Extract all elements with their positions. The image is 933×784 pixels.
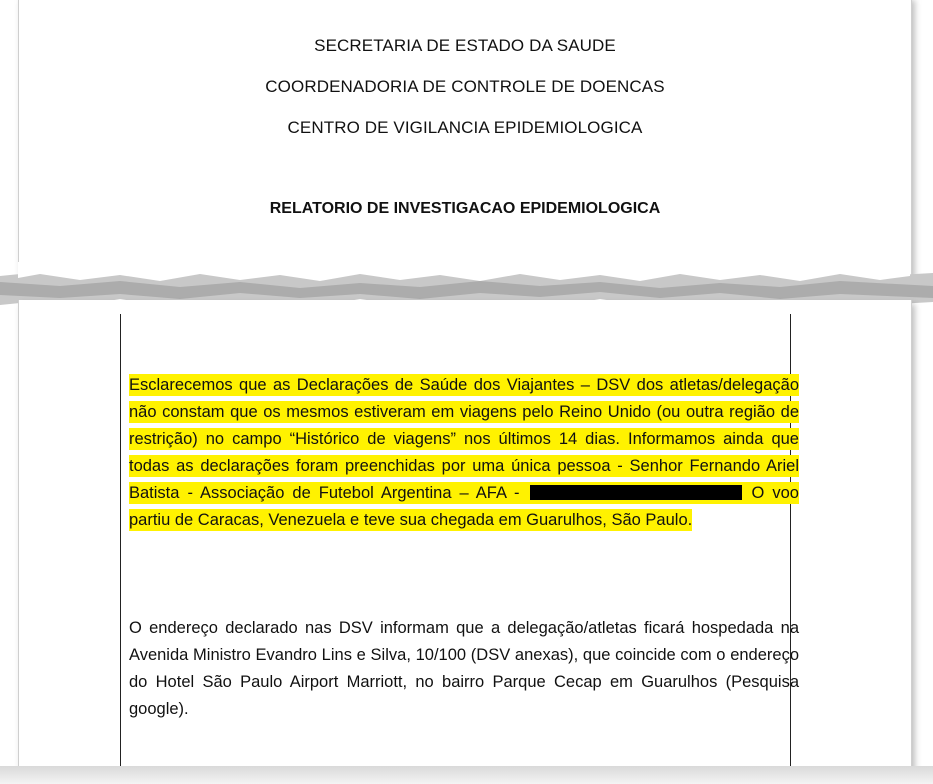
header-secretaria: SECRETARIA DE ESTADO DA SAUDE	[314, 36, 616, 55]
document-page-top	[18, 0, 912, 282]
redaction-box	[530, 485, 742, 500]
left-margin-line	[120, 314, 121, 766]
document-page-bottom	[18, 300, 912, 770]
header-coordenadoria: COORDENADORIA DE CONTROLE DE DOENCAS	[265, 77, 665, 96]
highlighted-text-before: Esclarecemos que as Declarações de Saúde dos Viajantes – DSV dos atletas/delegação não constam que os mesmos estiveram em viagens pelo Reino Unido (ou outra região de restrição) no campo “Histórico de viagens” nos últimos 14 dias. Informamos ainda que todas as declarações foram preenchidas por uma única pessoa - Senhor Fernando Ariel Batista - Associação de Futebol Argentina – AFA -	[129, 376, 799, 502]
header-centro: CENTRO DE VIGILANCIA EPIDEMIOLOGICA	[287, 118, 643, 137]
report-title: RELATORIO DE INVESTIGACAO EPIDEMIOLOGICA	[269, 200, 661, 217]
highlighted-paragraph	[129, 372, 799, 534]
page-bottom-shadow	[0, 766, 933, 784]
highlighted-text-after: O voo partiu de Caracas, Venezuela e teve sua chegada em Guarulhos, São Paulo.	[129, 484, 799, 529]
address-paragraph: O endereço declarado nas DSV informam que a delegação/atletas ficará hospedada na Avenida Ministro Evandro Lins e Silva, 10/100 (DSV anexas), que coincide com o endereço do Hotel São Paulo Airport Marriott, no bairro Parque Cecap em Guarulhos (Pesquisa google).	[129, 619, 799, 718]
